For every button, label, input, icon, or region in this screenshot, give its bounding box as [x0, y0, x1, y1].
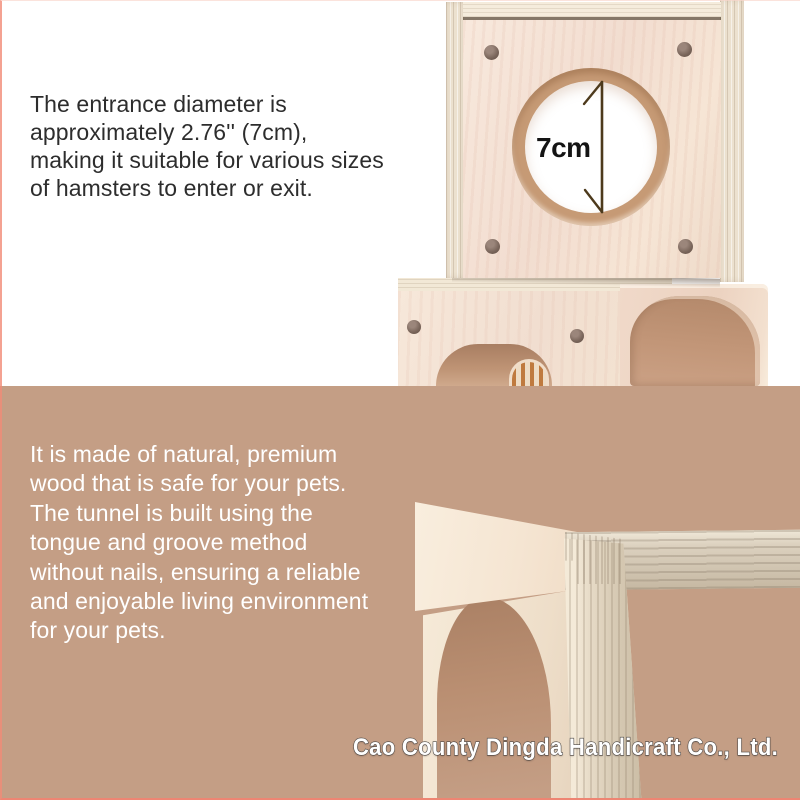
tongue-groove-joint	[565, 532, 625, 584]
text-line: making it suitable for various sizes	[30, 147, 384, 173]
screw-icon	[678, 239, 693, 254]
screw-icon	[484, 45, 499, 60]
text-line: It is made of natural, premium	[30, 441, 338, 467]
screw-icon	[407, 320, 421, 334]
upper-box-top-slat	[463, 2, 721, 17]
text-line: for your pets.	[30, 617, 166, 644]
text-line: The tunnel is built using the	[30, 499, 313, 526]
text-line: and enjoyable living environment	[30, 588, 369, 615]
plywood-edge-right	[720, 0, 744, 282]
entrance-description	[30, 90, 384, 202]
text-line: wood that is safe for your pets.	[30, 470, 347, 497]
screw-icon	[485, 239, 500, 254]
text-line: tongue and groove method	[30, 529, 308, 556]
text-line: The entrance diameter is	[30, 91, 287, 117]
text-line: approximately 2.76'' (7cm),	[30, 119, 308, 145]
screw-icon	[677, 42, 692, 57]
text-line: of hamsters to enter or exit.	[30, 175, 313, 201]
side-cutout-opening	[630, 296, 760, 386]
plywood-edge-left	[446, 2, 464, 278]
screw-icon	[570, 329, 584, 343]
material-description	[30, 440, 368, 646]
company-watermark: Cao County Dingda Handicraft Co., Ltd.	[352, 734, 778, 761]
text-line: without nails, ensuring a reliable	[30, 558, 361, 585]
dimension-label: 7cm	[536, 132, 591, 163]
